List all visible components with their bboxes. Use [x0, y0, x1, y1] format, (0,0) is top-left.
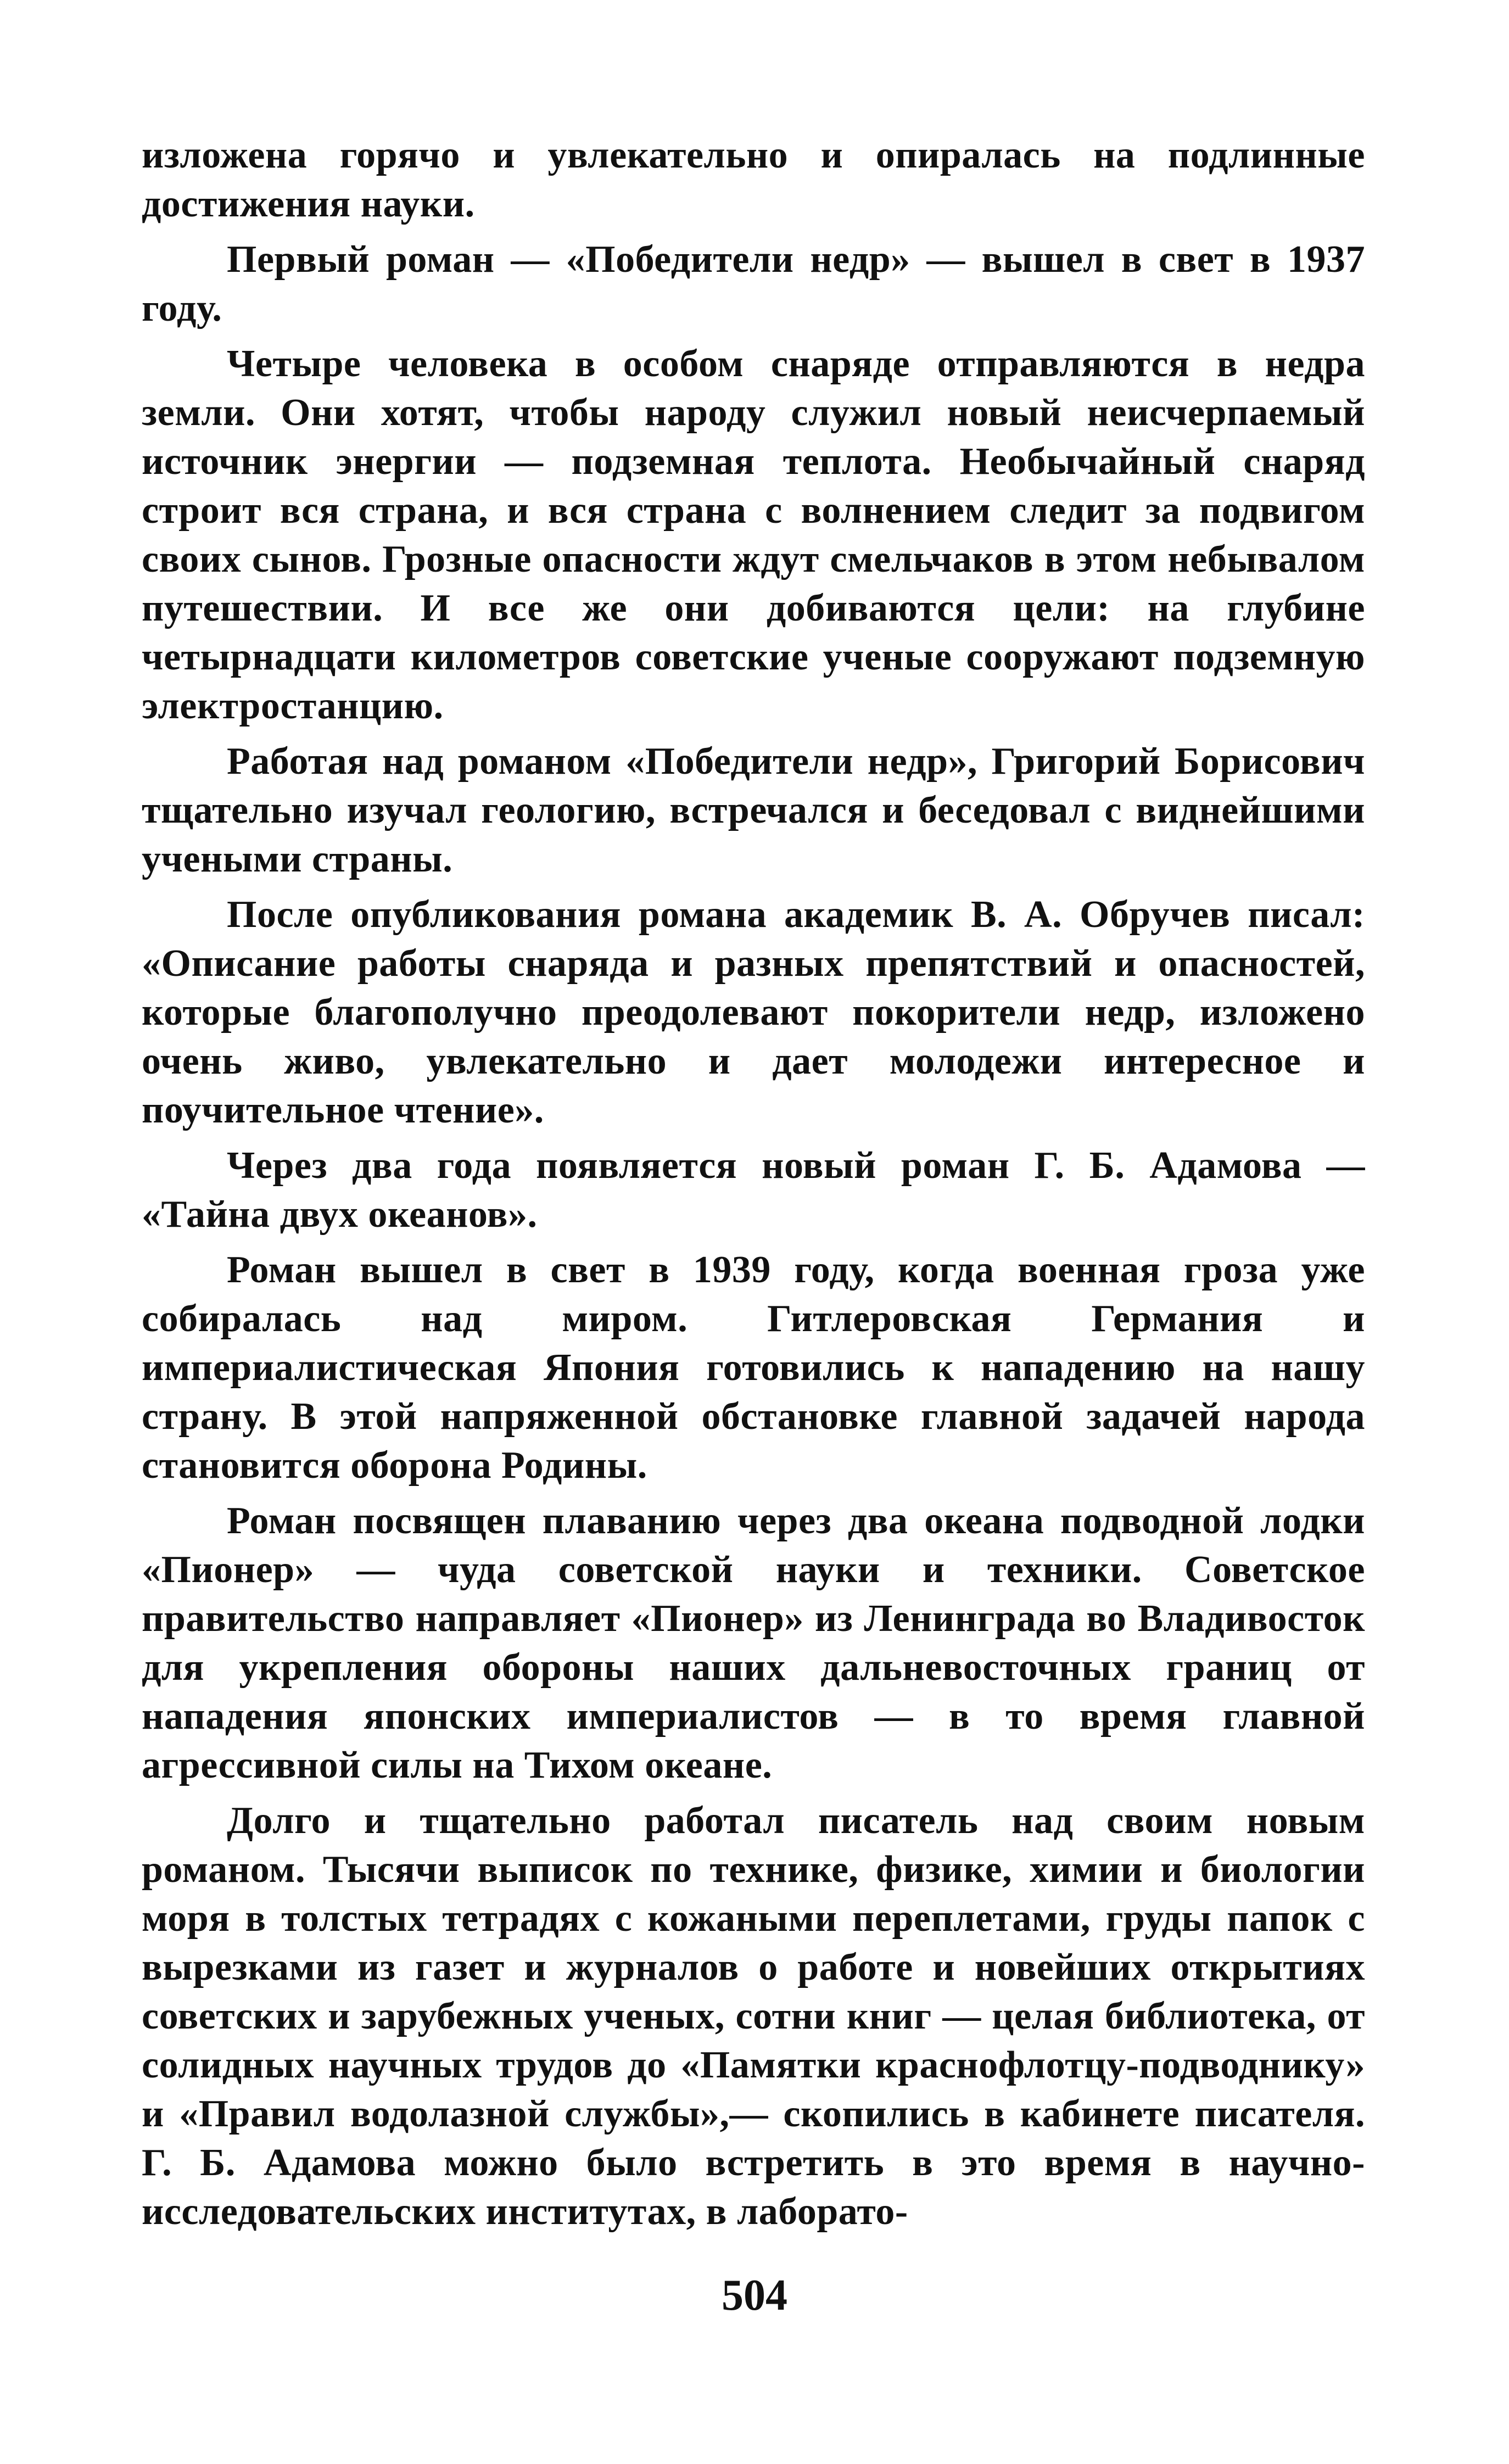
page-body-text: [142, 131, 1365, 2236]
paragraph-first-novel: Первый роман — «Победители недр» — вышел в свет в 1937 году.: [142, 238, 1365, 329]
paragraph-continuation: изложена горячо и увлекательно и опиралась на подлинные достижения науки.: [142, 134, 1365, 225]
paragraph-historical-context: Роман вышел в свет в 1939 году, когда военная гроза уже собиралась над миром. Гитлеровская Германия и империалистическая Япония готовились к нападению на нашу страну. В этой напряженной обстановке главной задачей народа становится оборона Родины.: [142, 1249, 1365, 1487]
paragraph-pioneer-submarine: Роман посвящен плаванию через два океана подводной лодки «Пионер» — чуда советской науки и техники. Советское правительство направляет «Пионер» из Ленинграда во Владивосток для укрепления обороны наших дальневосточных границ от нападения японских империалистов — в то время главной агрессивной силы на Тихом океане.: [142, 1500, 1365, 1786]
paragraph-writer-work: Долго и тщательно работал писатель над своим новым романом. Тысячи выписок по технике, физике, химии и биологии моря в толстых тетрадях с кожаными переплетами, груды папок с вырезками из газет и журналов о работе и новейших открытиях советских и зарубежных ученых, сотни книг — целая библиотека, от солидных научных трудов до «Памятки краснофлотцу-подводнику» и «Правил водолазной службы»,— скопились в кабинете писателя. Г. Б. Адамова можно было встретить в это время в научно-исследовательских институтах, в лаборато-: [142, 1800, 1365, 2233]
page-number: 504: [722, 2271, 787, 2320]
paragraph-obruchev-quote: После опубликования романа академик В. А. Обручев писал: «Описание работы снаряда и разных препятствий и опасностей, которые благополучно преодолевают покорители недр, изложено очень живо, увлекательно и дает молодежи интересное и поучительное чтение».: [142, 893, 1365, 1131]
paragraph-novel-plot: Четыре человека в особом снаряде отправляются в недра земли. Они хотят, чтобы народу служил новый неисчерпаемый источник энергии — подземная теплота. Необычайный снаряд строит вся страна, и вся страна с волнением следит за подвигом своих сынов. Грозные опасности ждут смельчаков в этом небывалом путешествии. И все же они добиваются цели: на глубине четырнадцати километров советские ученые сооружают подземную электростанцию.: [142, 343, 1365, 727]
paragraph-research: Работая над романом «Победители недр», Григорий Борисович тщательно изучал геологию, встречался и беседовал с виднейшими учеными страны.: [142, 740, 1365, 880]
paragraph-second-novel: Через два года появляется новый роман Г. Б. Адамова — «Тайна двух океанов».: [142, 1144, 1365, 1236]
